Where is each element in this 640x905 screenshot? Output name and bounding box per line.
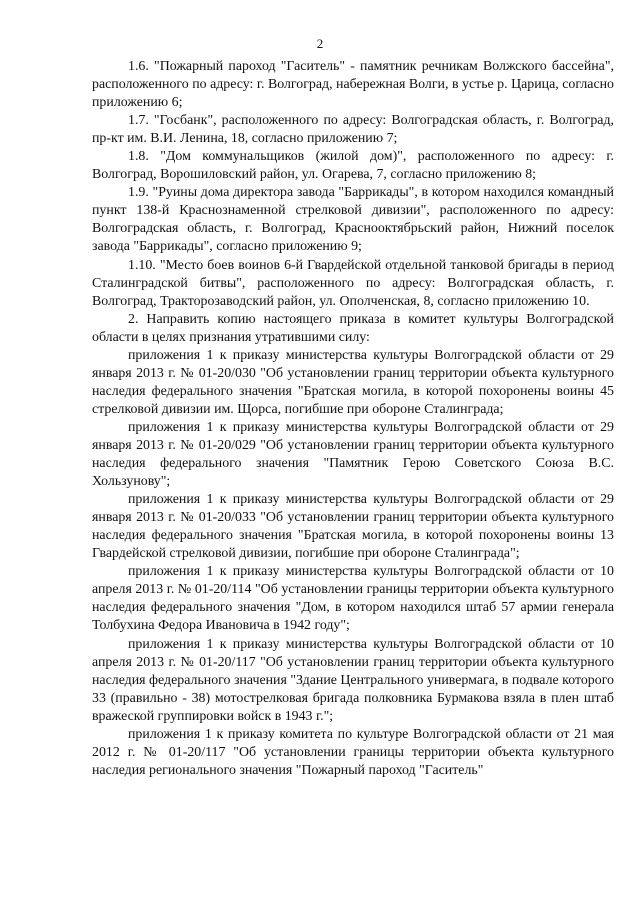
list-item-appendix-5: приложения 1 к приказу министерства культуры Волгоградской области от 10 апреля 2013 г. № 01-20/117 "Об установлении границ территории объекта культурного наследия федерального значения "Здание Центрального универмага, в подвале которого 33 (правильно - 38) мотострелковая бригада полковника Бурмакова взяла в плен штаб вражеской группировки войск в 1943 г."; <box>92 636 614 724</box>
paragraph-1-8: 1.8. "Дом коммунальщиков (жилой дом)", расположенного по адресу: г. Волгоград, Ворошиловский район, ул. Огарева, 7, согласно приложению 8; <box>92 149 614 183</box>
paragraph-1-7: 1.7. "Госбанк", расположенного по адресу: Волгоградская область, г. Волгоград, пр-кт им. В.И. Ленина, 18, согласно приложению 7; <box>92 113 614 147</box>
paragraph-1-6: 1.6. "Пожарный пароход "Гаситель" - памятник речникам Волжского бассейна", расположенного по адресу: г. Волгоград, набережная Волги, в устье р. Царица, согласно приложению 6; <box>92 59 614 111</box>
list-item-appendix-4: приложения 1 к приказу министерства культуры Волгоградской области от 10 апреля 2013 г. № 01-20/114 "Об установлении границы территории объекта культурного наследия федерального значения "Дом, в котором находился штаб 57 армии генерала Толбухина Федора Ивановича в 1942 году"; <box>92 564 614 634</box>
list-item-appendix-6: приложения 1 к приказу комитета по культуре Волгоградской области от 21 мая 2012 г. № 01-20/117 "Об установлении границы территории объекта культурного наследия регионального значения "Пожарный пароход "Гаситель" <box>92 726 614 778</box>
paragraph-1-9: 1.9. "Руины дома директора завода "Баррикады", в котором находился командный пункт 138-й Краснознаменной стрелковой дивизии", расположенного по адресу: Волгоградская область, г. Волгоград, Краснооктябрьский район, Нижний поселок завода "Баррикады", согласно приложению 9; <box>92 185 614 255</box>
page-number: 2 <box>316 36 324 51</box>
paragraph-1-10: 1.10. "Место боев воинов 6-й Гвардейской отдельной танковой бригады в период Сталинградской битвы", расположенного по адресу: Волгоградская область, г. Волгоград, Тракторозаводский район, ул. Ополченская, 8, согласно приложению 10. <box>92 257 614 309</box>
list-item-appendix-3: приложения 1 к приказу министерства культуры Волгоградской области от 29 января 2013 г. № 01-20/033 "Об установлении границ территории объекта культурного наследия федерального значения "Братская могила, в которой похоронены воины 13 Гвардейской стрелковой дивизии, погибшие при обороне Сталинграда"; <box>92 492 614 562</box>
document-body <box>92 58 614 780</box>
list-item-appendix-1: приложения 1 к приказу министерства культуры Волгоградской области от 29 января 2013 г. № 01-20/030 "Об установлении границ территории объекта культурного наследия федерального значения "Братская могила, в которой похоронены воины 45 стрелковой дивизии им. Щорса, погибшие при обороне Сталинграда; <box>92 347 614 417</box>
list-item-appendix-2: приложения 1 к приказу министерства культуры Волгоградской области от 29 января 2013 г. № 01-20/029 "Об установлении границ территории объекта культурного наследия федерального значения "Памятник Герою Советского Союза В.С. Хользунову"; <box>92 419 614 490</box>
paragraph-2: 2. Направить копию настоящего приказа в комитет культуры Волгоградской области в целях признания утратившими силу: <box>92 311 614 345</box>
